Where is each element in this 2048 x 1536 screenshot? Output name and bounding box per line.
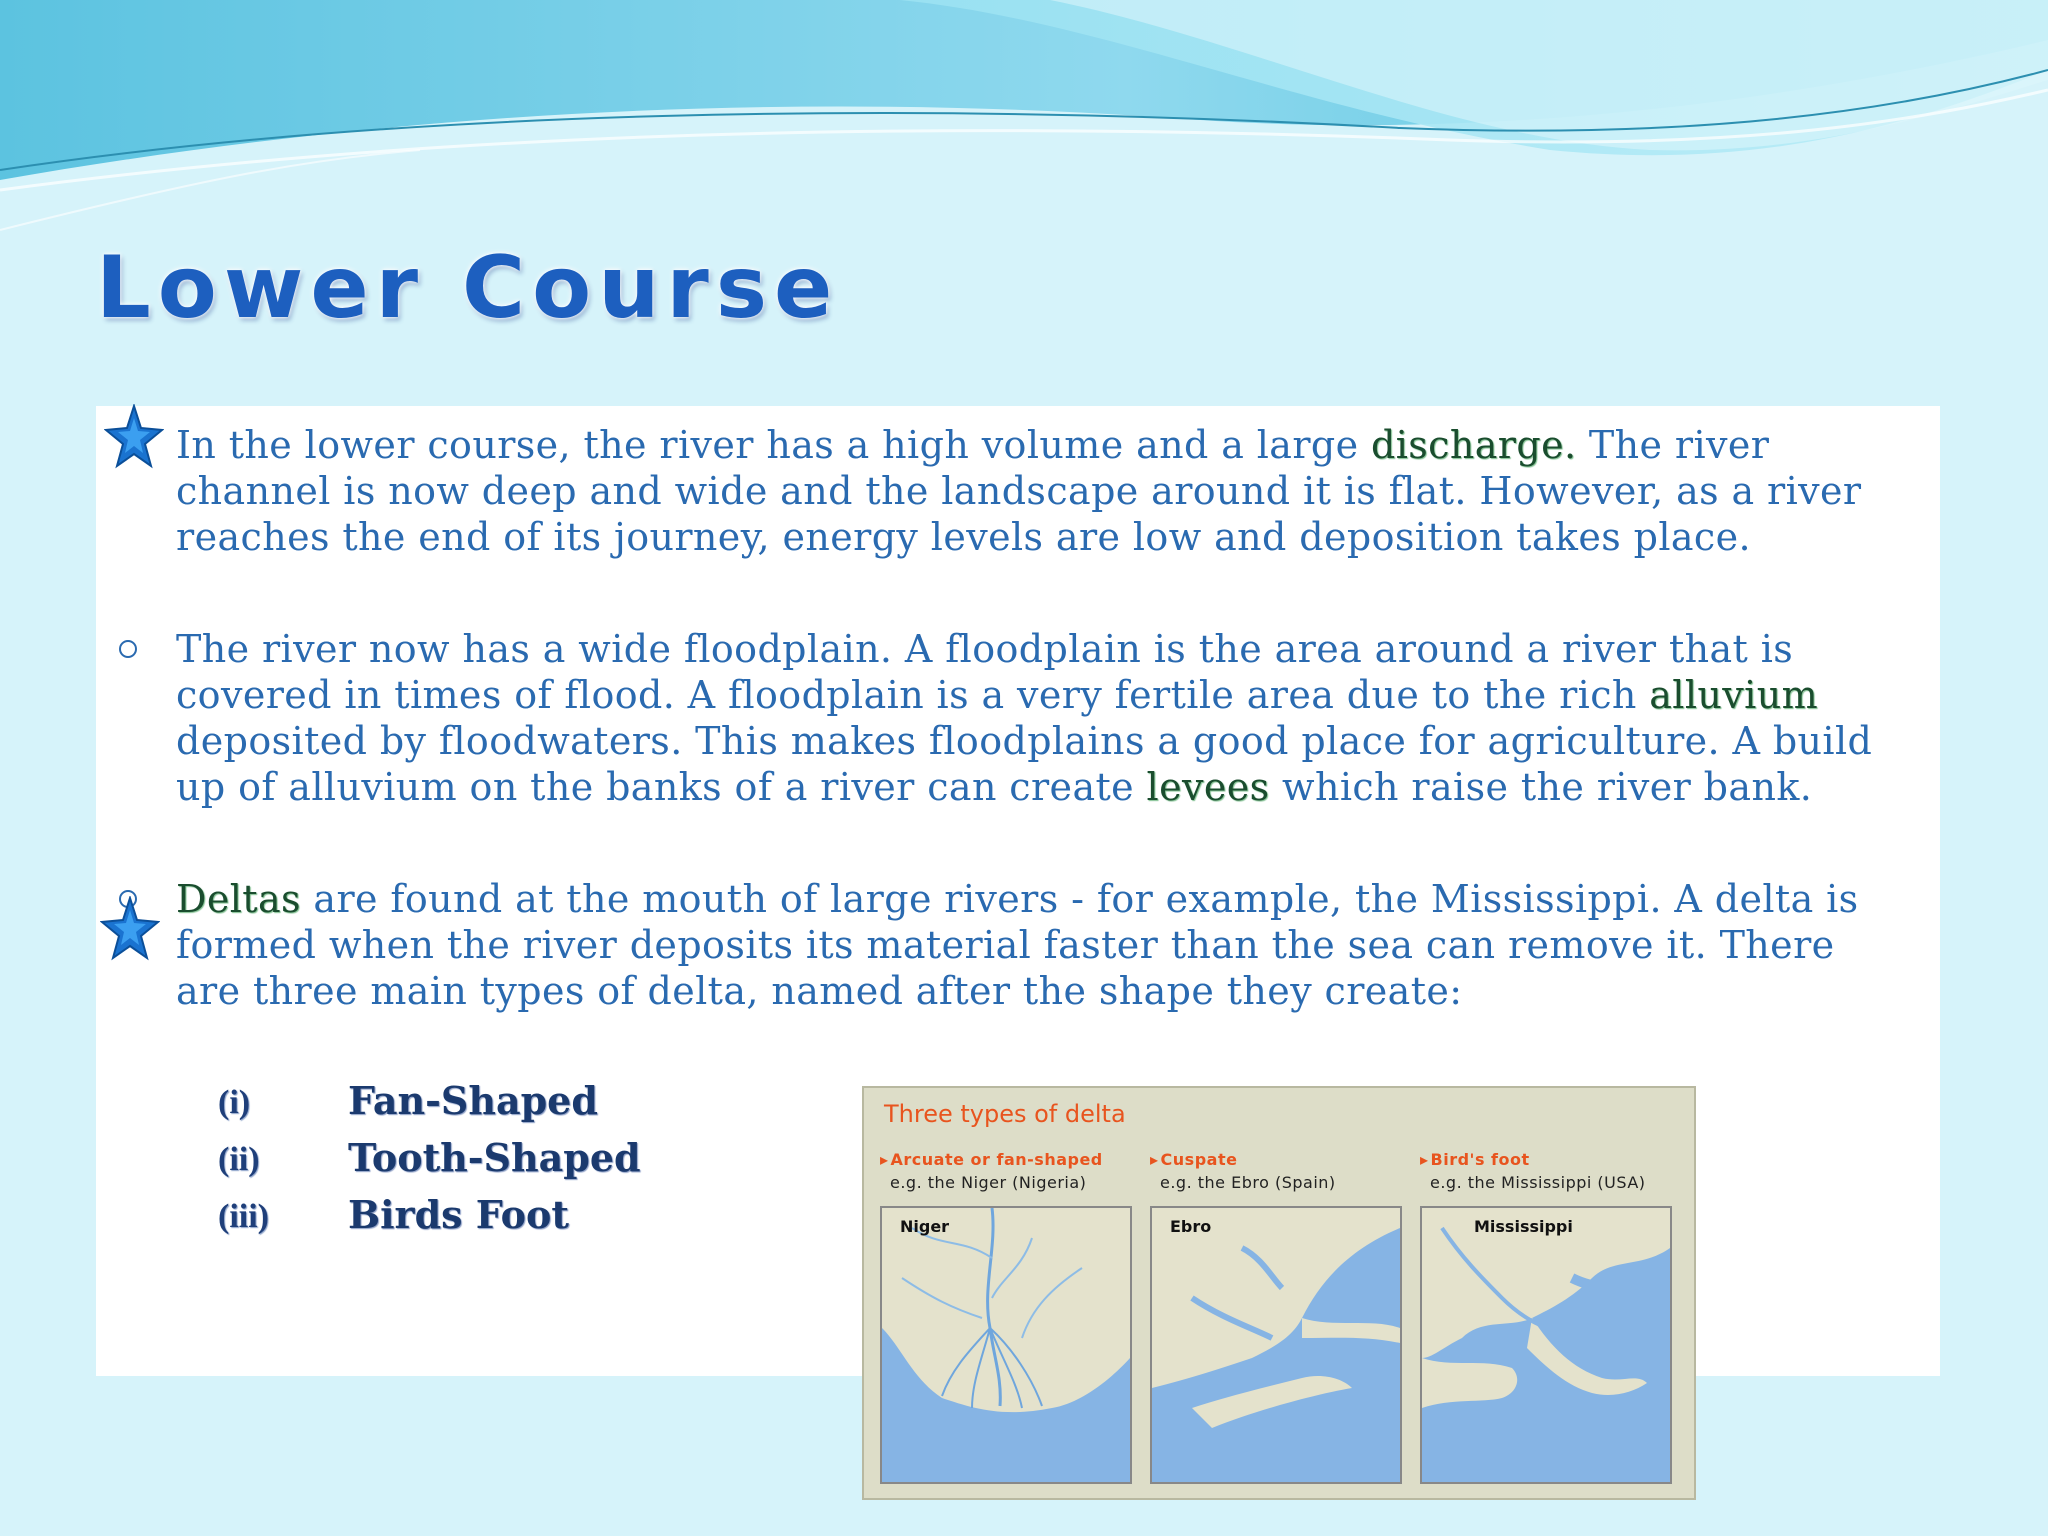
star-bullet-icon xyxy=(100,896,160,962)
figure-title: Three types of delta xyxy=(884,1100,1126,1128)
slide-title: Lower Course xyxy=(96,238,840,338)
star-bullet-icon xyxy=(104,404,164,470)
map-label: Niger xyxy=(900,1217,950,1236)
delta-type-label: ▸ Arcuate or fan-shaped xyxy=(880,1150,1140,1169)
delta-type-label: ▸ Cuspate xyxy=(1150,1150,1410,1169)
map-mississippi xyxy=(1420,1206,1672,1484)
mississippi-delta-map xyxy=(1422,1208,1670,1482)
list-number: (ii) xyxy=(218,1141,260,1178)
paragraph-text: are found at the mouth of large rivers - for example, the Mississippi. A delta is formed when the river deposits its material faster than the sea can remove it. There are three main types of delta, named after the shape they create: xyxy=(176,877,1859,1013)
keyword-deltas: Deltas xyxy=(176,877,301,921)
paragraph-text: The river channel is now deep and wide and the landscape around it is flat. However, as a river reaches the end of its journey, energy levels are low and deposition takes place. xyxy=(176,423,1862,559)
paragraph-text: deposited by floodwaters. This makes floodplains a good place for agriculture. A build up of alluvium on the banks of a river can create xyxy=(176,719,1873,809)
map-ebro xyxy=(1150,1206,1402,1484)
niger-delta-map xyxy=(882,1208,1130,1482)
header-wave-decoration xyxy=(0,0,2048,240)
paragraph-floodplain xyxy=(176,626,1896,810)
keyword-levees: levees xyxy=(1146,765,1270,809)
list-number: (iii) xyxy=(218,1198,269,1235)
delta-example: e.g. the Mississippi (USA) xyxy=(1430,1173,1646,1192)
list-label: Birds Foot xyxy=(348,1192,569,1237)
delta-example: e.g. the Ebro (Spain) xyxy=(1160,1173,1336,1192)
figure-column-ebro xyxy=(1150,1150,1410,1192)
list-number: (i) xyxy=(218,1084,251,1121)
keyword-discharge: discharge. xyxy=(1371,423,1577,467)
paragraph-text: The river now has a wide floodplain. A floodplain is the area around a river that is covered in times of flood. A floodplain is a very fertile area due to the rich xyxy=(176,627,1794,717)
figure-column-niger xyxy=(880,1150,1140,1192)
delta-example: e.g. the Niger (Nigeria) xyxy=(890,1173,1087,1192)
paragraph-discharge xyxy=(176,422,1896,560)
circle-bullet-icon xyxy=(119,640,137,658)
paragraph-text: which raise the river bank. xyxy=(1269,765,1813,809)
map-niger xyxy=(880,1206,1132,1484)
paragraph-deltas xyxy=(176,876,1896,1014)
figure-column-mississippi xyxy=(1420,1150,1680,1192)
keyword-alluvium: alluvium xyxy=(1649,673,1819,717)
paragraph-text: In the lower course, the river has a high volume and a large xyxy=(176,423,1371,467)
map-label: Mississippi xyxy=(1474,1217,1573,1236)
list-label: Tooth-Shaped xyxy=(348,1135,641,1180)
map-label: Ebro xyxy=(1170,1217,1212,1236)
delta-types-figure xyxy=(862,1086,1696,1500)
list-label: Fan-Shaped xyxy=(348,1078,598,1123)
ebro-delta-map xyxy=(1152,1208,1400,1482)
delta-type-label: ▸ Bird's foot xyxy=(1420,1150,1680,1169)
